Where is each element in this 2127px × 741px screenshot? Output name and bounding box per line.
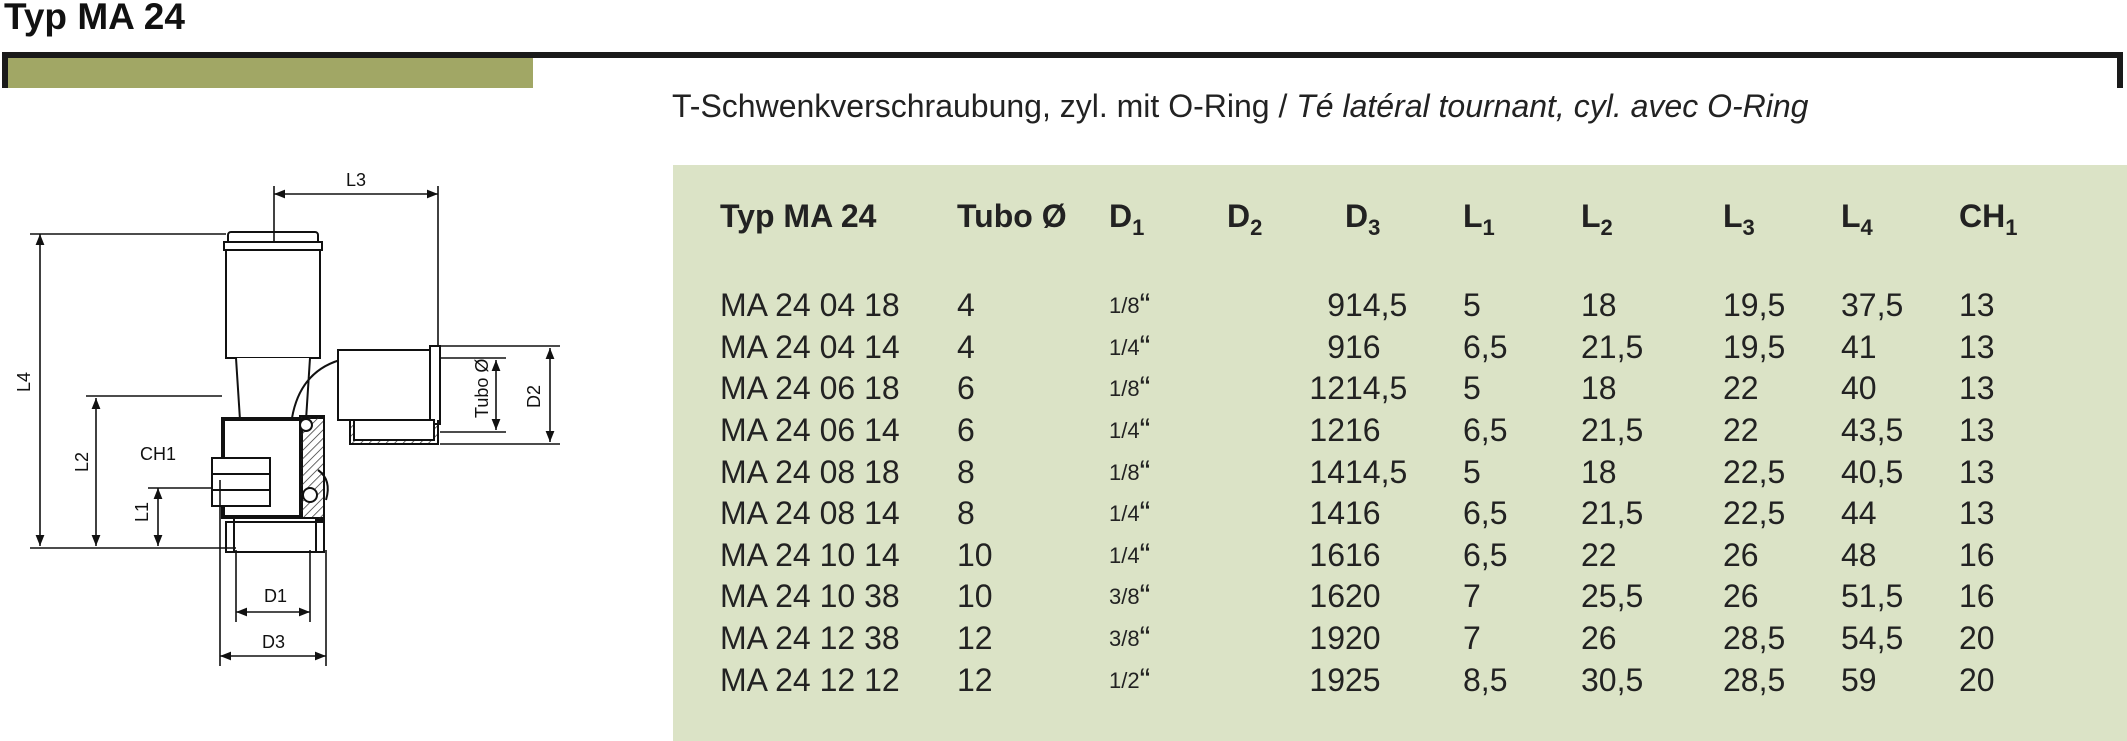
column-header: $L_1$ xyxy=(1463,198,1495,240)
cell-d1: 1/2“ xyxy=(1109,661,1151,698)
cell-ch1: 16 xyxy=(1959,536,1995,573)
cell-l2: 22 xyxy=(1581,536,1617,573)
cell-type: MA 24 10 38 xyxy=(720,578,900,615)
cell-ch1: 20 xyxy=(1959,661,1995,698)
cell-l4: 48 xyxy=(1841,536,1877,573)
cell-l4: 37,5 xyxy=(1841,287,1904,324)
cell-l4: 41 xyxy=(1841,328,1877,365)
column-header: $CH_1$ xyxy=(1959,198,2018,240)
cell-l1: 6,5 xyxy=(1463,328,1508,365)
cell-l1: 6,5 xyxy=(1463,495,1508,532)
cell-d2: 12 xyxy=(1309,370,1345,407)
cell-l2: 26 xyxy=(1581,620,1617,657)
cell-l1: 5 xyxy=(1463,453,1481,490)
cell-type: MA 24 12 12 xyxy=(720,661,900,698)
cell-d1: 1/8“ xyxy=(1109,287,1151,324)
cell-l4: 51,5 xyxy=(1841,578,1904,615)
cell-l2: 30,5 xyxy=(1581,661,1644,698)
cell-l2: 21,5 xyxy=(1581,328,1644,365)
cell-tubo: 8 xyxy=(957,453,975,490)
cell-ch1: 13 xyxy=(1959,453,1995,490)
column-header: $L_3$ xyxy=(1723,198,1755,240)
cell-l3: 28,5 xyxy=(1723,620,1786,657)
cell-d1: 1/4“ xyxy=(1109,536,1151,573)
cell-ch1: 13 xyxy=(1959,328,1995,365)
table-row xyxy=(720,285,2059,327)
cell-l4: 54,5 xyxy=(1841,620,1904,657)
technical-drawing xyxy=(0,150,600,690)
cell-type: MA 24 08 14 xyxy=(720,495,900,532)
label-tubo: Tubo Ø xyxy=(472,358,492,418)
cell-ch1: 13 xyxy=(1959,370,1995,407)
table-row xyxy=(720,368,2059,410)
cell-type: MA 24 06 18 xyxy=(720,370,900,407)
cell-l1: 7 xyxy=(1463,620,1481,657)
cell-type: MA 24 08 18 xyxy=(720,453,900,490)
column-header: $D_1$ xyxy=(1109,198,1145,240)
cell-d3: 25 xyxy=(1345,661,1381,698)
label-ch1: CH1 xyxy=(140,444,177,464)
table-row xyxy=(720,618,2059,660)
cell-tubo: 4 xyxy=(957,328,975,365)
subtitle-german: T-Schwenkverschraubung, zyl. mit O-Ring / xyxy=(672,88,1297,124)
table-row xyxy=(720,659,2059,701)
cell-d3: 16 xyxy=(1345,536,1381,573)
cell-d1: 1/4“ xyxy=(1109,328,1151,365)
cell-l1: 6,5 xyxy=(1463,536,1508,573)
cell-tubo: 10 xyxy=(957,578,993,615)
cell-l3: 26 xyxy=(1723,578,1759,615)
cell-l3: 19,5 xyxy=(1723,328,1786,365)
cell-d2: 9 xyxy=(1327,287,1345,324)
cell-l2: 21,5 xyxy=(1581,495,1644,532)
column-header: $L_2$ xyxy=(1581,198,1613,240)
label-l2: L2 xyxy=(72,451,92,472)
cell-l2: 18 xyxy=(1581,453,1617,490)
cell-l2: 18 xyxy=(1581,370,1617,407)
cell-l3: 19,5 xyxy=(1723,287,1786,324)
product-subtitle xyxy=(672,88,1808,125)
cell-l3: 28,5 xyxy=(1723,661,1786,698)
table-row xyxy=(720,576,2059,618)
cell-l4: 59 xyxy=(1841,661,1877,698)
cell-d2: 16 xyxy=(1309,536,1345,573)
cell-d2: 14 xyxy=(1309,495,1345,532)
cell-d2: 14 xyxy=(1309,453,1345,490)
table-row xyxy=(720,493,2059,535)
cell-l4: 40,5 xyxy=(1841,453,1904,490)
cell-d3: 14,5 xyxy=(1345,287,1408,324)
cell-d1: 1/4“ xyxy=(1109,412,1151,449)
cell-type: MA 24 04 14 xyxy=(720,328,900,365)
cell-d3: 16 xyxy=(1345,328,1381,365)
column-header: $D_3$ xyxy=(1345,198,1381,240)
cell-d3: 20 xyxy=(1345,578,1381,615)
cell-l4: 40 xyxy=(1841,370,1877,407)
cell-d2: 19 xyxy=(1309,620,1345,657)
table-header-row xyxy=(720,192,2059,260)
cell-d1: 3/8“ xyxy=(1109,578,1151,615)
cell-d2: 16 xyxy=(1309,578,1345,615)
page-title: Typ MA 24 xyxy=(4,0,185,37)
label-d1: D1 xyxy=(264,586,288,606)
cell-type: MA 24 10 14 xyxy=(720,536,900,573)
cell-d3: 14,5 xyxy=(1345,453,1408,490)
cell-tubo: 6 xyxy=(957,412,975,449)
cell-ch1: 16 xyxy=(1959,578,1995,615)
table-row xyxy=(720,410,2059,452)
cell-ch1: 20 xyxy=(1959,620,1995,657)
table-row xyxy=(720,451,2059,493)
cell-l2: 18 xyxy=(1581,287,1617,324)
cell-l1: 8,5 xyxy=(1463,661,1508,698)
cell-d3: 16 xyxy=(1345,412,1381,449)
cell-l1: 5 xyxy=(1463,287,1481,324)
cell-l4: 44 xyxy=(1841,495,1877,532)
cell-d2: 12 xyxy=(1309,412,1345,449)
cell-ch1: 13 xyxy=(1959,495,1995,532)
subtitle-french: Té latéral tournant, cyl. avec O-Ring xyxy=(1296,88,1809,124)
cell-tubo: 12 xyxy=(957,661,993,698)
label-l3: L3 xyxy=(346,170,367,190)
cell-l1: 5 xyxy=(1463,370,1481,407)
column-header: Typ MA 24 xyxy=(720,198,877,234)
cell-d1: 1/8“ xyxy=(1109,453,1151,490)
column-header: $L_4$ xyxy=(1841,198,1873,240)
cell-type: MA 24 04 18 xyxy=(720,287,900,324)
cell-type: MA 24 06 14 xyxy=(720,412,900,449)
cell-d2: 9 xyxy=(1327,328,1345,365)
cell-l1: 7 xyxy=(1463,578,1481,615)
cell-tubo: 12 xyxy=(957,620,993,657)
label-d3: D3 xyxy=(262,632,286,652)
cell-d3: 16 xyxy=(1345,495,1381,532)
cell-tubo: 4 xyxy=(957,287,975,324)
cell-l3: 22,5 xyxy=(1723,495,1786,532)
label-d2: D2 xyxy=(524,384,544,408)
cell-type: MA 24 12 38 xyxy=(720,620,900,657)
cell-d2: 19 xyxy=(1309,661,1345,698)
cell-ch1: 13 xyxy=(1959,412,1995,449)
cell-ch1: 13 xyxy=(1959,287,1995,324)
table-row xyxy=(720,535,2059,577)
label-l1: L1 xyxy=(132,501,152,522)
cell-l1: 6,5 xyxy=(1463,412,1508,449)
cell-l2: 25,5 xyxy=(1581,578,1644,615)
cell-l3: 26 xyxy=(1723,536,1759,573)
accent-bar xyxy=(8,58,533,88)
cell-d1: 1/4“ xyxy=(1109,495,1151,532)
cell-l4: 43,5 xyxy=(1841,412,1904,449)
cell-tubo: 8 xyxy=(957,495,975,532)
cell-l2: 21,5 xyxy=(1581,412,1644,449)
cell-l3: 22 xyxy=(1723,412,1759,449)
cell-d1: 1/8“ xyxy=(1109,370,1151,407)
column-header: $D_2$ xyxy=(1227,198,1263,240)
cell-d3: 14,5 xyxy=(1345,370,1408,407)
cell-l3: 22,5 xyxy=(1723,453,1786,490)
spec-table xyxy=(720,192,2059,701)
cell-l3: 22 xyxy=(1723,370,1759,407)
table-row xyxy=(720,327,2059,369)
label-l4: L4 xyxy=(14,371,34,392)
column-header: Tubo Ø xyxy=(957,198,1067,234)
cell-tubo: 6 xyxy=(957,370,975,407)
cell-d3: 20 xyxy=(1345,620,1381,657)
cell-tubo: 10 xyxy=(957,536,993,573)
cell-d1: 3/8“ xyxy=(1109,620,1151,657)
